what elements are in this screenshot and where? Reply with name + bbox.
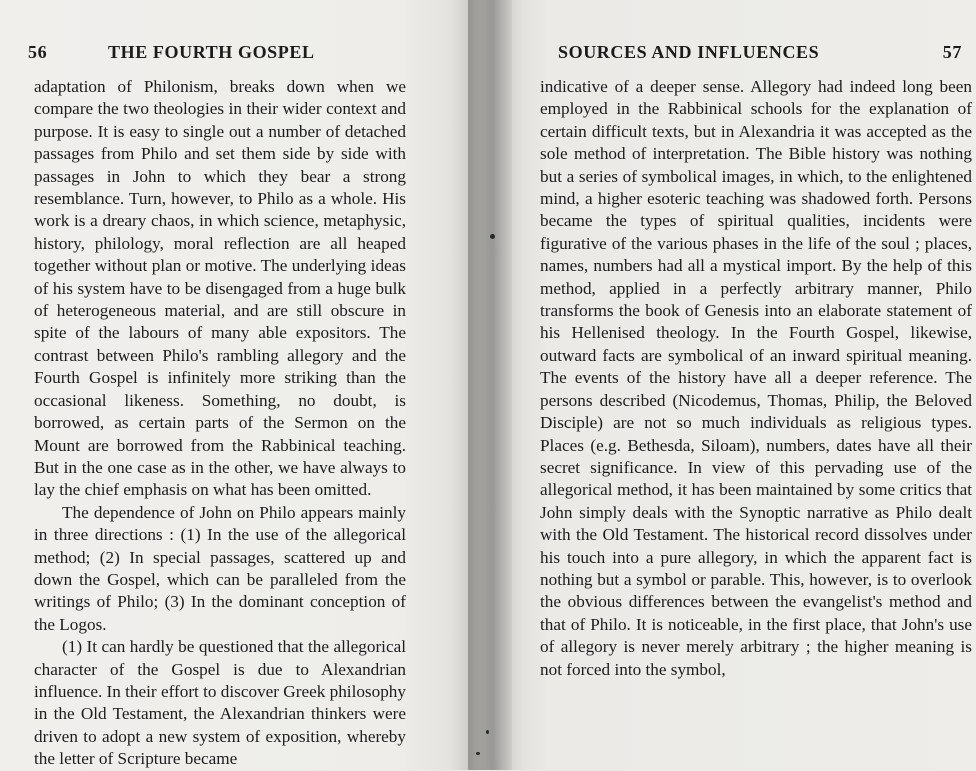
right-body-text bbox=[540, 76, 972, 681]
ink-speck bbox=[486, 730, 489, 734]
right-running-title: SOURCES AND INFLUENCES bbox=[558, 42, 820, 62]
left-body-text bbox=[34, 76, 406, 771]
left-page bbox=[0, 0, 468, 770]
left-page-number: 56 bbox=[28, 42, 48, 62]
right-page-number: 57 bbox=[942, 42, 962, 62]
right-paragraph-1: indicative of a deeper sense. Allegory had indeed long been employed in the Rabbinical schools for the explanation of certain difficult texts, but in Alexandria it was accepted as the sole method of interpretation. The Bible history was nothing but a series of symbolical images, in which, to the enlightened mind, a higher esoteric teaching was shadowed forth. Persons became the types of spiritual qualities, incidents were figurative of the various phases in the life of the soul ; places, names, numbers had all a mystical import. By the help of this method, applied in a perfectly arbitrary manner, Philo transforms the book of Genesis into an elaborate statement of his Hellenised theology. In the Fourth Gospel, likewise, outward facts are symbolical of an inward spiritual meaning. The events of the history have all a deeper reference. The persons described (Nicodemus, Thomas, Philip, the Beloved Disciple) are not so much individuals as religious types. Places (e.g. Bethesda, Siloam), numbers, dates have all their secret significance. In view of this pervading use of the allegorical method, it has been maintained by some critics that John simply deals with the Synoptic narrative as Philo dealt with the Old Testament. The historical record dissolves under his touch into a pure allegory, in which the apparent fact is nothing but a symbol or parable. This, however, is to overlook the obvious differences between the evangelist's method and that of Philo. It is noticeable, in the first place, that John's use of allegory is never merely arbitrary ; the higher meaning is not forced into the symbol, bbox=[540, 77, 972, 679]
left-paragraph-2: The dependence of John on Philo appears mainly in three directions : (1) In the use of the allegorical method; (2) In special passages, scattered up and down the Gospel, which can be paralleled from the writings of Philo; (3) In the dominant conception of the Logos. bbox=[34, 502, 406, 634]
ink-speck bbox=[490, 234, 495, 239]
left-running-title: THE FOURTH GOSPEL bbox=[108, 42, 315, 62]
left-paragraph-1: adaptation of Philonism, breaks down when we compare the two theologies in their wider context and purpose. It is easy to single out a number of detached passages from Philo and set them side by side with passages in John to which they bear a strong resemblance. Turn, however, to Philo as a whole. His work is a dreary chaos, in which science, metaphysic, history, philology, moral reflection are all heaped together without plan or motive. The underlying ideas of his system have to be disengaged from a huge bulk of heterogeneous material, and are still obscure in spite of the labours of many able expositors. The contrast between Philo's rambling allegory and the Fourth Gospel is infinitely more striking than the occasional likeness. Something, no doubt, is borrowed, as certain parts of the Sermon on the Mount are borrowed from the Rabbinical teaching. But in the one case as in the other, we have always to lay the chief emphasis on what has been omitted. bbox=[34, 77, 406, 500]
right-page bbox=[468, 0, 976, 770]
ink-speck bbox=[476, 752, 480, 755]
left-paragraph-3: (1) It can hardly be questioned that the allegorical character of the Gospel is due to Alexandrian influence. In their effort to discover Greek philosophy in the Old Testament, the Alexandrian thinkers were driven to adopt a new system of exposition, whereby the letter of Scripture became bbox=[34, 637, 406, 769]
